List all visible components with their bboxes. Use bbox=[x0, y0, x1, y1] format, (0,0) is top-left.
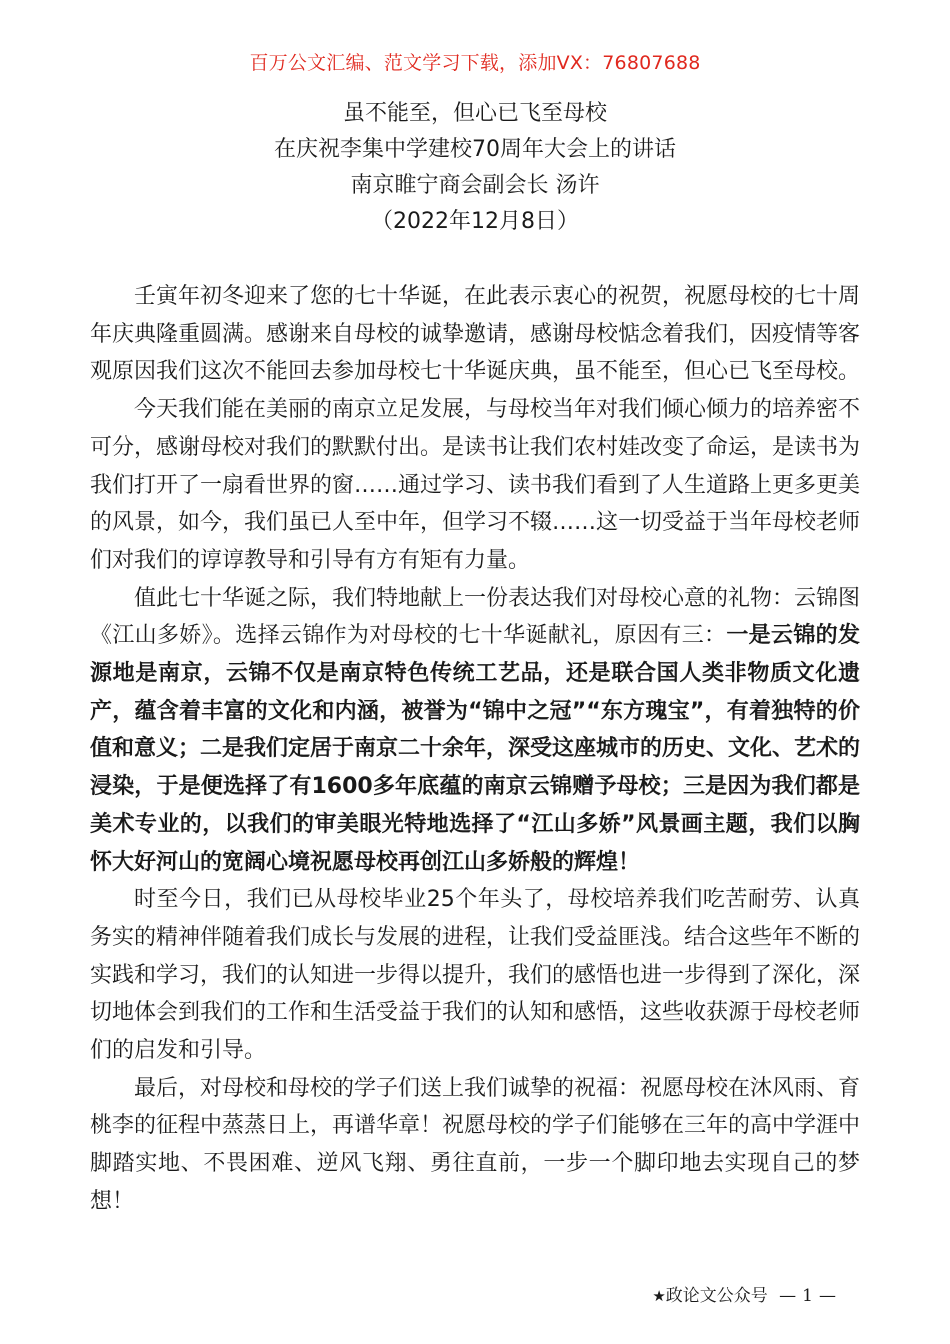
speech-date: （2022年12月8日） bbox=[371, 209, 579, 234]
paragraph-2: 今天我们能在美丽的南京立足发展，与母校当年对我们倾心倾力的培养密不可分，感谢母校对我们的默默付出。是读书让我们农村娃改变了命运，是读书为我们打开了一扇看世界的窗……通过学习、读书我们看到了人生道路上更多更美的风景，如今，我们虽已人至中年，但学习不辍……这一切受益于当年母校老师们对我们的谆谆教导和引导有方有矩有力量。 bbox=[90, 397, 861, 573]
title-block bbox=[0, 96, 950, 240]
paragraph-3-plain: 值此七十华诞之际，我们特地献上一份表达我们对母校心意的礼物：云锦图《江山多娇》。选择云锦作为对母校的七十华诞献礼，原因有三： bbox=[90, 585, 861, 649]
speech-title: 虽不能至，但心已飞至母校 bbox=[342, 101, 607, 126]
footer-source: 政论文公众号 bbox=[665, 1286, 768, 1306]
watermark-banner: 百万公文汇编、范文学习下载，添加VX：76807688 bbox=[249, 52, 701, 74]
star-icon: ★ bbox=[652, 1287, 666, 1305]
paragraph-3 bbox=[90, 580, 860, 882]
paragraph-1: 壬寅年初冬迎来了您的七十华诞，在此表示衷心的祝贺，祝愿母校的七十周年庆典隆重圆满。感谢来自母校的诚挚邀请，感谢母校惦念着我们，因疫情等客观原因我们这次不能回去参加母校七十华诞庆典，虽不能至，但心已飞至母校。 bbox=[90, 284, 861, 385]
speech-body bbox=[90, 278, 860, 1221]
paragraph-3-bold: 一是云锦的发源地是南京，云锦不仅是南京特色传统工艺品，还是联合国人类非物质文化遗产，蕴含着丰富的文化和内涵，被誉为“锦中之冠”“东方瑰宝”，有着独特的价值和意义；二是我们定居于南京二十余年，深受这座城市的历史、文化、艺术的浸染，于是便选择了有1600多年底蕴的南京云锦赠予母校；三是因为我们都是美术专业的，以我们的审美眼光特地选择了“江山多娇”风景画主题，我们以胸怀大好河山的宽阔心境祝愿母校再创江山多娇般的辉煌！ bbox=[90, 623, 861, 875]
speech-subtitle: 在庆祝李集中学建校70周年大会上的讲话 bbox=[274, 137, 676, 162]
paragraph-4: 时至今日，我们已从母校毕业25个年头了，母校培养我们吃苦耐劳、认真务实的精神伴随着我们成长与发展的进程，让我们受益匪浅。结合这些年不断的实践和学习，我们的认知进一步得以提升，我们的感悟也进一步得到了深化，深切地体会到我们的工作和生活受益于我们的认知和感悟，这些收获源于母校老师们的启发和引导。 bbox=[90, 887, 861, 1064]
footer-dash-right: — bbox=[819, 1286, 836, 1306]
page-number: 1 bbox=[802, 1286, 813, 1306]
speaker-line: 南京睢宁商会副会长 汤许 bbox=[350, 173, 600, 198]
paragraph-5: 最后，对母校和母校的学子们送上我们诚挚的祝福：祝愿母校在沐风雨、育桃李的征程中蒸蒸日上，再谱华章！祝愿母校的学子们能够在三年的高中学涯中脚踏实地、不畏困难、逆风飞翔、勇往直前，一步一个脚印地去实现自己的梦想！ bbox=[90, 1075, 861, 1214]
page-footer bbox=[652, 1281, 842, 1306]
footer-dash-left: — bbox=[779, 1286, 797, 1306]
